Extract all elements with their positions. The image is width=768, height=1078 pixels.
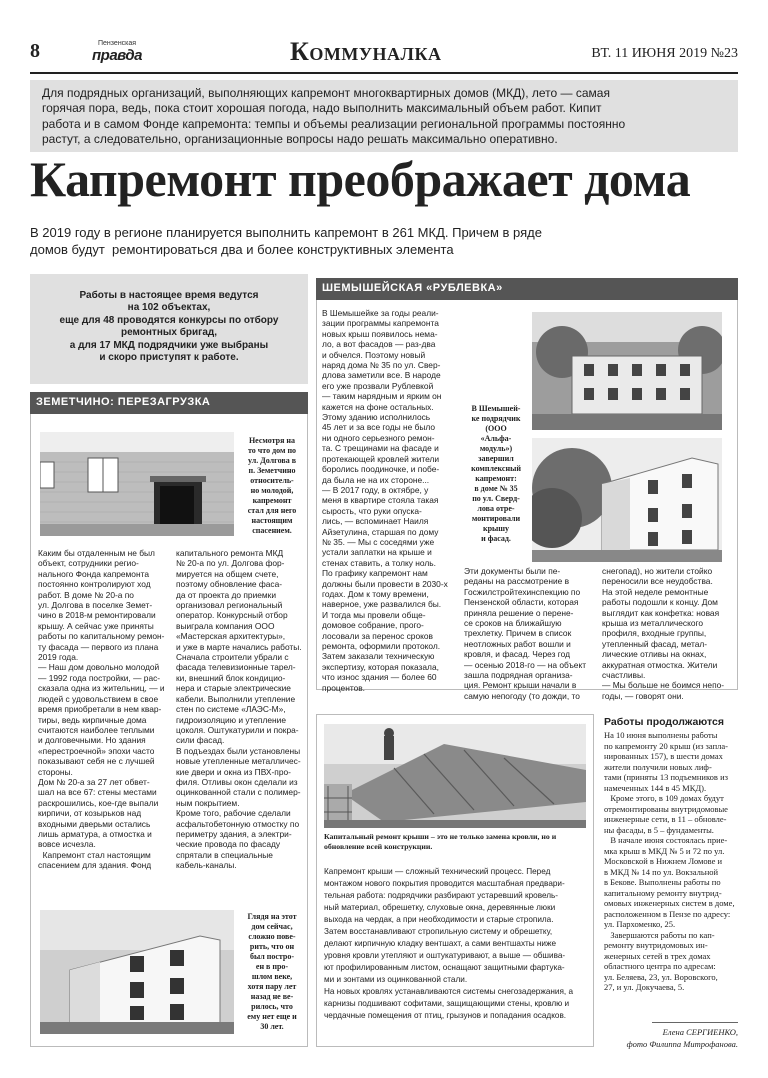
shemysheyka-col-3: снегопад), но жители стойко переносили все неудобства. На этой неделе ремонтные работы подошли к концу. Дом выглядит как конфетка: новая крыша из металлического профиля, входные группы, утепленный фасад, метал- лические отливы на окнах, аккуратная отмостка. Жители счастливы. — Мы больше не боимся непо- годы, — говорят они. [602,566,725,701]
shemysheyka-house-photo-1 [532,312,722,430]
issue-date: ВТ. 11 ИЮНЯ 2019 №23 [591,46,738,61]
logo-bottom-text: правда [92,47,142,64]
author: Елена СЕРГИЕНКО, [662,1027,738,1037]
page-number: 8 [30,40,40,62]
photo-credit: фото Филиппа Митрофанова. [626,1039,738,1049]
shemysheyka-col-2: Эти документы были пе- реданы на рассмотрение в Госжилстройтехинспекцию по Пензенской области, которая приняла решение о перене- се сроков на ближайшую трехлетку. Причем в список неотложных работ вошли и кровля, и фасад. Через год — осенью 2018-го — на объект зашла подрядная организа- ция. Ремонт крыши начали в самую непогоду (то дожди, то [464,566,587,701]
side-heading: Работы продолжаются [604,716,724,728]
zemetchino-caption-1: Несмотря на то что дом по ул. Долгова в п. Земетчино относитель- но молодой, капремонт стал для него настоящим спасением. [247,436,297,535]
logo-top-text: Пензенская [98,40,137,47]
zemetchino-house-photo [40,432,234,536]
section-title: Коммуналка [290,37,442,66]
zemetchino-renovated-photo [40,910,234,1034]
roof-text: Капремонт крыши — сложный технический процесс. Перед монтажом нового покрытия проводится масштабная предвари- тельная работа: подрядчики разбирают устаревший кровель- ный материал, обрешетку, слуховые окна, деревянные люки выхода на чердак, а при необходимости и старые стропила. Затем восстанавливают стропильную систему и обрешетку, делают кирпичную кладку вентшахт, а сами вентшахты ниже уровня кровли утепляют и оштукатуривают, а выше — обшива- ют профилированным листом, оснащают защитными фартука- ми и зонтами из оцинкованной стали. На новых кровлях устанавливаются системы снегозадержания, а карнизы подшивают софитами, защищающими стены, кровлю и чердачные помещения от птиц, грызунов и попадания осадков. [324,867,574,1020]
newspaper-logo [88,40,154,66]
zemetchino-col-2: капитального ремонта МКД № 20-а по ул. Долгова фор- мируется на общем счете, поэтому обновление фаса- да от проекта до приемки организовал региональный оператор. Конкурсный отбор выиграла компания ООО «Мастерская архитектуры», и уже в марте начались работы. Сначала строители убрали с фасада телевизионные тарел- ки, внешний блок кондицио- нера и старые электрические кабели. Выполнили утепление стен по системе «ЛАЭС-М», гидроизоляцию и утепление цоколя. Оштукатурили и покра- сили фасад. В подъездах были установлены новые утепленные металличес- кие двери и окна из ПВХ-про- филя. Отливы окон сделали из оцинкованной стали с полимер- ным покрытием. Кроме того, рабочие сделали асфальтобетонную отмостку по периметру здания, а электри- ческие провода по фасаду спрятали в специальные кабель-каналы. [176,548,302,871]
zemetchino-caption-2: Глядя на этот дом сейчас, сложно пове- рить, что он был постро- ен в про- шлом веке, хотя пару лет назад не ве- рилось, что ему нет еще и 30 лет. [247,912,297,1031]
shemysheyka-house-photo-2 [532,438,722,562]
roof-caption: Капитальный ремонт крыши – это не только замена кровли, но и обновление всей конструкции. [324,832,557,851]
zemetchino-heading: ЗЕМЕТЧИНО: ПЕРЕЗАГРУЗКА [30,392,308,414]
subtitle: В 2019 году в регионе планируется выполнить капремонт в 261 МКД. Причем в ряде домов будут ремонтироваться два и более конструктивных элемента [30,225,542,257]
main-title: Капремонт преображает дома [30,151,691,207]
side-text: На 10 июня выполнены работы по капремонту 20 крыш (из запла- нированных 157), в шести домах жители получили новых лиф- тами (приняты 13 подъемников из намеченных 144 в 45 МКД). Кроме этого, в 109 домах будут отремонтированы внутридомовые инженерные сети, в 11 – обновле- ны фасады, в 5 – фундаменты. В начале июня состоялась прие- мка крыш в МКД № 5 и 72 по ул. Московской в Нижнем Ломове и в МКД № 14 по ул. Вокзальной в Бекове. Выполнены работы по капитальному ремонту внутрид- омовых инженерных систем в доме, расположенном в Пензе по адресу: ул. Пархоменко, 25. Завершаются работы по кап- ремонту внутридомовых ин- женерных сетей в трех домах областного центра по адресам: ул. Беляева, 23, ул. Воровского, 27, и ул. Докучаева, 5. [604,730,735,992]
shemysheyka-heading: ШЕМЫШЕЙСКАЯ «РУБЛЕВКА» [316,278,738,300]
header-rule [30,72,738,74]
callout-text: Работы в настоящее время ведутся на 102 объектах, еще для 48 проводятся конкурсы по отбору ремонтных бригад, а для 17 МКД подрядчики уже выбраны и скоро приступят к работе. [59,290,279,364]
roof-repair-photo [324,724,586,828]
zemetchino-col-1: Каким бы отдаленным не был объект, сотрудники регио- нального Фонда капремонта постоянно контролируют ход работ. В доме № 20-а по ул. Долгова в поселке Земет- чино в 2018-м ремонтировали крышу. А сейчас уже приняты работы по капитальному ремон- ту фасада — первого из плана 2019 года. — Наш дом довольно молодой — 1992 года постройки, — рас- сказала одна из жительниц, — и людей с удовольствием в свое время приобретали в нем квар- тиры, ведь кирпичные дома считаются наиболее теплыми и долговечными. Но здания «перестроечной» эпохи часто показывают себя не с лучшей стороны. Дом № 20-а за 27 лет обвет- шал на все 67: стены местами раскрошились, кое-где выпали кирпичи, от козырьков над входными дверьми остались лишь арматура, а отмостка и вовсе исчезла. Капремонт стал настоящим спасением для здания. Фонд [38,548,165,871]
shemysheyka-caption: В Шемышей- ке подрядчик (ООО «Альфа- модуль») завершил комплексный капремонт: в доме № 35 по ул. Сверд- лова отре- монтировали крышу и фасад. [471,404,521,543]
shemysheyka-col-1: В Шемышейке за годы реали- зации программы капремонта новых крыш появилось нема- ло, а вот фасадов — раз-два и обчелся. Поэтому новый наряд дома № 35 по ул. Свер- длова заметили все. В народе его уже прозвали Рублевкой — таким нарядным и ярким он кажется на фоне остальных. Этому зданию исполнилось 45 лет и за все годы не было ни одного серьезного ремон- та. С трещинами на фасаде и протекающей кровлей жители боролись поодиночке, и побе- да была не на их стороне... — В 2017 году, в октябре, у меня в квартире стояла такая сырость, что руки опуска- лись, — вспоминает Наиля Айзетулина, старшая по дому № 35. — Мы с соседями уже устали заплатки на крыше и стенах ставить, а толку ноль. По графику капремонт нам должны были провести в 2030-х годах. Дом к тому времени, наверное, уже развалился бы. И тогда мы провели обще- домовое собрание, прого- лосовали за перенос сроков ремонта, оформили протокол. Затем заказали техническую экспертизу, которая показала, что износ здания — более 60 процентов. [322,308,448,693]
author-rule [652,1022,738,1023]
lead-text: Для подрядных организаций, выполняющих капремонт многоквартирных домов (МКД), лето — самая горячая пора, ведь, пока стоит хорошая погода, надо выполнить максимальный объем работ. Кипит работа и в самом Фонде капремонта: темпы и объемы реализации региональной программы постоянно растут, а следовательно, организационные вопросы надо решать максимально оперативно. [42,86,626,146]
